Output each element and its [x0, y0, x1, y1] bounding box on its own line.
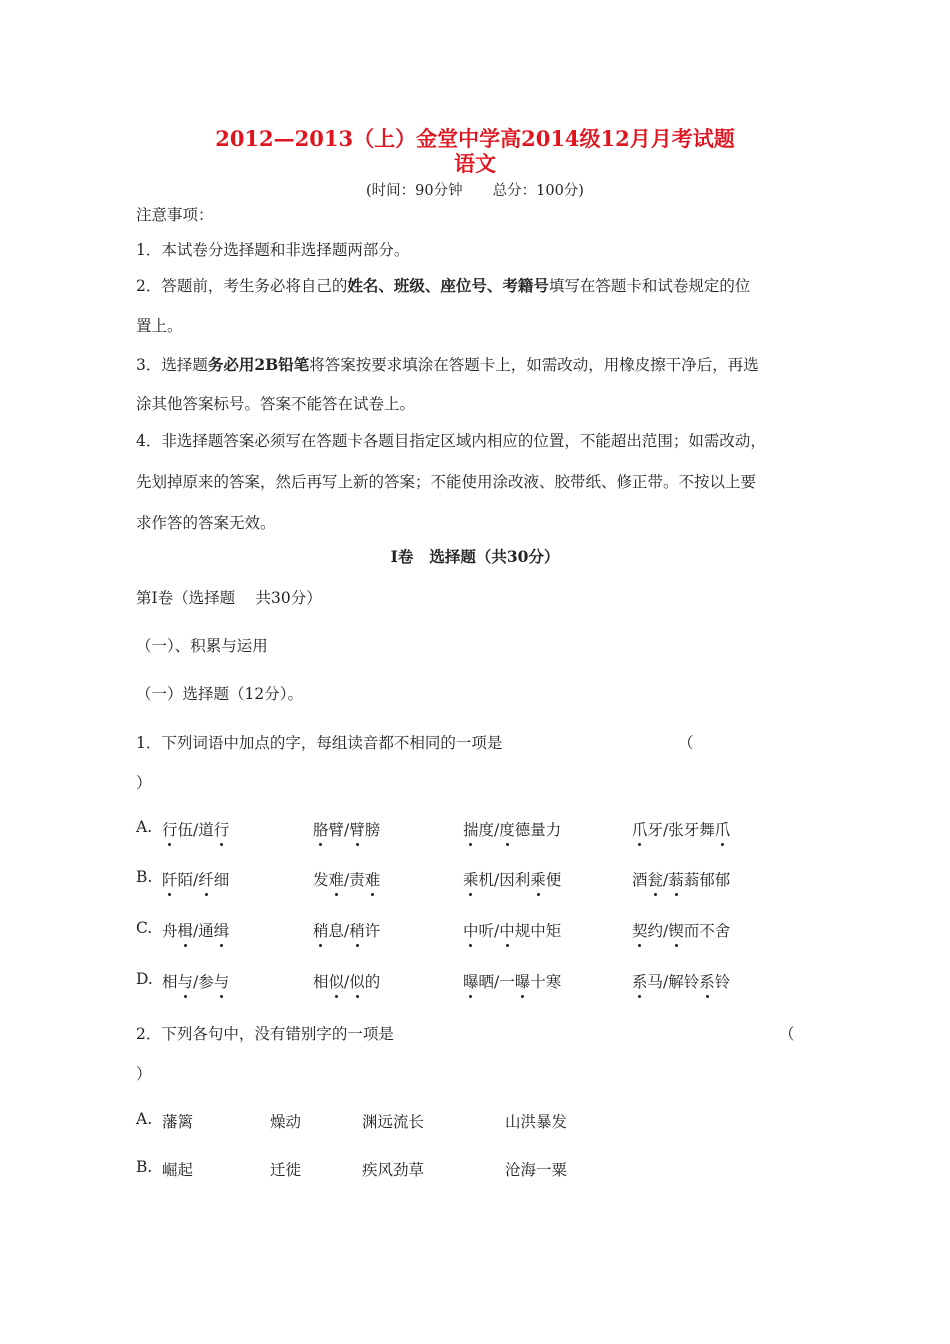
notice-item-3-cont: 涂其他答案标号。答案不能答在试卷上。	[136, 395, 416, 413]
option-text: /参	[193, 973, 214, 991]
q2-option-label: B.	[136, 1158, 153, 1176]
notice-item-3: 3．选择题务必用2B铅笔将答案按要求填涂在答题卡上，如需改动，用橡皮擦干净后，再选	[136, 355, 759, 374]
option-text: 发	[313, 871, 329, 889]
option-text: 陌/	[177, 871, 199, 889]
option-text: 的	[364, 973, 381, 991]
option-text: /责	[344, 871, 365, 889]
exam-title: 2012—2013（上）金堂中学高2014级12月月考试题	[215, 126, 735, 151]
q1-option-item	[162, 970, 229, 992]
q1-option-item	[632, 868, 730, 890]
notice-item-1: 1．本试卷分选择题和非选择题两部分。	[136, 241, 410, 259]
q1-option-item	[313, 868, 380, 890]
option-text: 臂/	[328, 821, 350, 839]
dotted-char: 稍	[313, 919, 329, 941]
option-text: 相	[162, 973, 178, 991]
option-text: 便	[545, 871, 562, 889]
q1-option-item	[632, 970, 730, 992]
dotted-char: 蓊	[668, 868, 684, 890]
dotted-char: 度	[499, 818, 515, 840]
option-text: 约/	[647, 922, 669, 940]
q2-option-item: 沧海一粟	[505, 1161, 568, 1179]
option-text: 牙/张牙舞	[647, 821, 715, 839]
option-text: 伍/道	[177, 821, 214, 839]
option-text: 马/解铃	[647, 973, 700, 991]
q1-option-item	[313, 970, 380, 992]
notice-item-2: 2．答题前，考生务必将自己的姓名、班级、座位号、考籍号填写在答题卡和试卷规定的位	[136, 276, 751, 295]
q1-option-item	[463, 919, 561, 941]
option-text: 许	[364, 922, 381, 940]
dotted-char: 缉	[214, 919, 230, 941]
dotted-char: 与	[178, 970, 194, 992]
q2-option-item: 疾风劲草	[362, 1161, 425, 1179]
q2-stem: 2．下列各句中，没有错别字的一项是	[136, 1025, 394, 1043]
option-text: 而不舍	[683, 922, 731, 940]
option-text: 十寒	[530, 973, 562, 991]
dotted-char: 胳	[313, 818, 329, 840]
dotted-char: 爪	[715, 818, 731, 840]
part-heading: 第Ⅰ卷（选择题 共30分）	[136, 589, 322, 607]
q1-paren-open: （	[678, 734, 694, 752]
option-text: 晒/一	[478, 973, 515, 991]
q1-option-item	[463, 970, 561, 992]
q1-option-item	[313, 818, 380, 840]
option-text: 细	[213, 871, 230, 889]
dotted-char: 爪	[632, 818, 648, 840]
q1-option-label: B.	[136, 868, 153, 886]
q1-option-item	[463, 818, 561, 840]
q2-paren-open: （	[779, 1025, 795, 1043]
dotted-char: 揣	[463, 818, 479, 840]
notice-item-2-cont: 置上。	[136, 317, 183, 335]
q2-paren-close: ）	[136, 1065, 152, 1083]
dotted-char: 中	[499, 919, 515, 941]
q1-option-label: C.	[136, 919, 153, 937]
q2-option-item: 崛起	[162, 1161, 194, 1179]
notice-item-4-cont2: 求作答的答案无效。	[136, 514, 276, 532]
subsection-1: （一）、积累与运用	[136, 637, 268, 655]
option-text: 息/	[328, 922, 350, 940]
dotted-char: 行	[162, 818, 178, 840]
notice-item-4-cont1: 先划掉原来的答案，然后再写上新的答案；不能使用涂改液、胶带纸、修正带。不按以上要	[136, 473, 757, 491]
option-text: 度/	[478, 821, 500, 839]
q2-option-item: 渊远流长	[362, 1113, 425, 1131]
option-text: /	[663, 871, 669, 889]
exam-score: 总分：100分)	[492, 183, 584, 199]
q2-option-item: 藩篱	[162, 1113, 194, 1131]
dotted-char: 与	[214, 970, 230, 992]
dotted-char: 系	[699, 970, 715, 992]
section-heading: Ⅰ卷 选择题（共30分）	[390, 547, 560, 566]
q1-option-label: A.	[136, 818, 153, 836]
dotted-char: 契	[632, 919, 648, 941]
option-text: /通	[193, 922, 214, 940]
option-text: 机/因利	[478, 871, 531, 889]
dotted-char: 稍	[349, 919, 365, 941]
q1-option-item	[162, 868, 229, 890]
option-text: /	[344, 973, 350, 991]
option-text: 铃	[714, 973, 731, 991]
subject-title: 语文	[454, 151, 496, 176]
option-text: 酒	[632, 871, 648, 889]
option-text: 相	[313, 973, 329, 991]
dotted-char: 乘	[530, 868, 546, 890]
exam-time: (时间：90分钟	[366, 183, 463, 199]
option-text: 听/	[478, 922, 500, 940]
q1-paren-close: ）	[136, 774, 152, 792]
dotted-char: 难	[329, 868, 345, 890]
q1-option-label: D.	[136, 970, 153, 988]
dotted-char: 系	[632, 970, 648, 992]
q2-option-item: 迁徙	[270, 1161, 302, 1179]
q1-option-item	[313, 919, 380, 941]
dotted-char: 楫	[178, 919, 194, 941]
subsection-2: （一）选择题（12分）。	[136, 685, 303, 703]
dotted-char: 中	[463, 919, 479, 941]
q2-option-item: 燥动	[270, 1113, 302, 1131]
q1-option-item	[162, 818, 229, 840]
dotted-char: 阡	[162, 868, 178, 890]
dotted-char: 臂	[349, 818, 365, 840]
q2-option-item: 山洪暴发	[505, 1113, 568, 1131]
q2-option-label: A.	[136, 1110, 153, 1128]
q1-option-item	[463, 868, 561, 890]
notice-item-4: 4．非选择题答案必须写在答题卡各题目指定区域内相应的位置，不能超出范围；如需改动，	[136, 432, 766, 450]
q1-stem: 1．下列词语中加点的字，每组读音都不相同的一项是	[136, 734, 503, 752]
exam-meta	[0, 179, 950, 200]
dotted-char: 纤	[198, 868, 214, 890]
dotted-char: 行	[214, 818, 230, 840]
dotted-char: 似	[349, 970, 365, 992]
q1-option-item	[632, 919, 730, 941]
option-text: 蓊郁郁	[683, 871, 731, 889]
q1-option-item	[632, 818, 730, 840]
dotted-char: 乘	[463, 868, 479, 890]
dotted-char: 难	[365, 868, 381, 890]
dotted-char: 曝	[515, 970, 531, 992]
option-text: 德量力	[514, 821, 562, 839]
dotted-char: 瓮	[648, 868, 664, 890]
q1-option-item	[162, 919, 229, 941]
option-text: 舟	[162, 922, 178, 940]
dotted-char: 锲	[668, 919, 684, 941]
dotted-char: 似	[329, 970, 345, 992]
option-text: 膀	[364, 821, 381, 839]
notice-heading: 注意事项：	[136, 206, 214, 224]
option-text: 规中矩	[514, 922, 562, 940]
dotted-char: 曝	[463, 970, 479, 992]
